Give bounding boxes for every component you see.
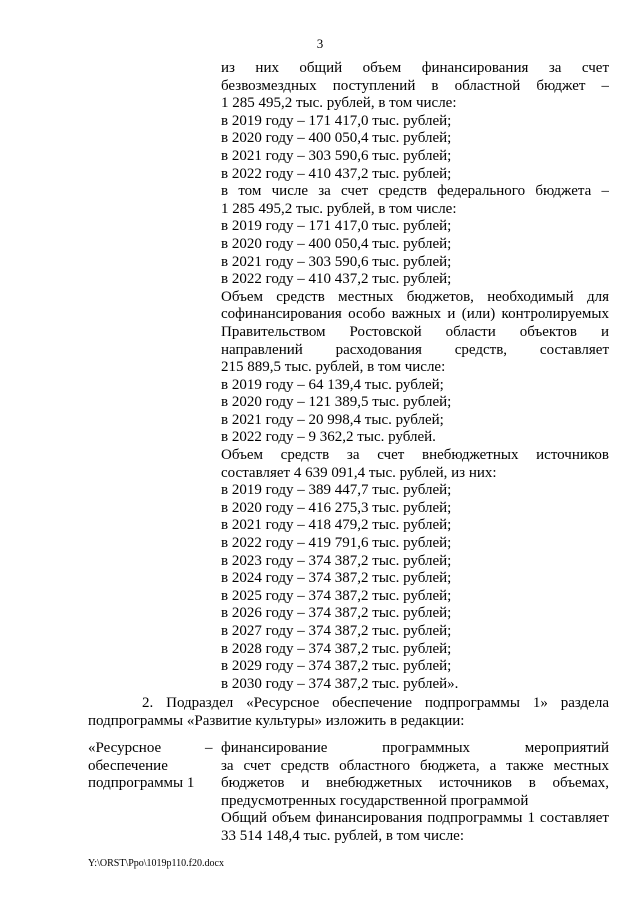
text-line: составляет 4 639 091,4 тыс. рублей, из них: bbox=[221, 464, 497, 481]
financing-block-1 bbox=[221, 60, 609, 693]
text-line: в 2027 году – 374 387,2 тыс. рублей; bbox=[221, 623, 452, 639]
text-line: подпрограммы 1 bbox=[88, 775, 195, 792]
file-path-footer: Y:\ORST\Ppo\1019p110.f20.docx bbox=[88, 858, 224, 869]
text-line: 33 514 148,4 тыс. рублей, в том числе: bbox=[221, 827, 465, 844]
text-line: в 2022 году – 410 437,2 тыс. рублей; bbox=[221, 271, 452, 288]
text-line: Объем средств местных бюджетов, необходимый для bbox=[221, 288, 609, 305]
text-line: обеспечение bbox=[88, 757, 168, 774]
text-line: в 2022 году – 9 362,2 тыс. рублей. bbox=[221, 429, 436, 446]
text-line: в 2020 году – 121 389,5 тыс. рублей; bbox=[221, 394, 452, 411]
page-number: 3 bbox=[316, 36, 324, 51]
text-line: подпрограммы «Развитие культуры» изложить в редакции: bbox=[88, 713, 465, 729]
text-line: 1 285 495,2 тыс. рублей, в том числе: bbox=[221, 200, 457, 217]
text-line: «Ресурсное bbox=[88, 740, 162, 756]
text-line: в 2021 году – 418 479,2 тыс. рублей; bbox=[221, 517, 452, 534]
text-line: в 2023 году – 374 387,2 тыс. рублей; bbox=[221, 552, 452, 569]
text-line: направлений расходования средств, составляет bbox=[221, 341, 609, 358]
text-line: в 2021 году – 303 590,6 тыс. рублей; bbox=[221, 253, 452, 270]
text-line: финансирование программных мероприятий bbox=[221, 740, 609, 756]
text-line: безвозмездных поступлений в областной бюджет – bbox=[221, 77, 609, 94]
text-line: бюджетов и внебюджетных источников в объемах, bbox=[221, 775, 609, 792]
text-line: в 2019 году – 171 417,0 тыс. рублей; bbox=[221, 218, 452, 235]
text-line: в 2019 году – 171 417,0 тыс. рублей; bbox=[221, 112, 452, 129]
text-line: в 2020 году – 416 275,3 тыс. рублей; bbox=[221, 499, 452, 516]
amendment-paragraph bbox=[88, 694, 609, 730]
text-line: в 2019 году – 64 139,4 тыс. рублей; bbox=[221, 376, 444, 393]
text-line: в 2021 году – 20 998,4 тыс. рублей; bbox=[221, 411, 444, 428]
resource-label bbox=[88, 740, 198, 793]
text-line: Объем средств за счет внебюджетных источников bbox=[221, 447, 609, 464]
text-line: в том числе за счет средств федерального бюджета – bbox=[221, 183, 609, 200]
text-line: в 2030 году – 374 387,2 тыс. рублей». bbox=[221, 675, 459, 692]
text-line: в 2020 году – 400 050,4 тыс. рублей; bbox=[221, 235, 452, 252]
text-line: в 2028 году – 374 387,2 тыс. рублей; bbox=[221, 640, 452, 657]
text-line: в 2019 году – 389 447,7 тыс. рублей; bbox=[221, 482, 452, 499]
text-line: Правительством Ростовской области объектов и bbox=[221, 323, 609, 340]
text-line: 2. Подраздел «Ресурсное обеспечение подпрограммы 1» раздела bbox=[142, 695, 609, 711]
text-line: в 2026 году – 374 387,2 тыс. рублей; bbox=[221, 605, 452, 622]
text-line: софинансирования особо важных и (или) контролируемых bbox=[221, 306, 609, 323]
separator-dash: – bbox=[205, 740, 213, 756]
text-line: в 2022 году – 419 791,6 тыс. рублей; bbox=[221, 535, 452, 552]
text-line: за счет средств областного бюджета, а также местных bbox=[221, 757, 609, 774]
text-line: в 2024 году – 374 387,2 тыс. рублей; bbox=[221, 570, 452, 587]
text-line: предусмотренных государственной программой bbox=[221, 792, 529, 809]
text-line: в 2020 году – 400 050,4 тыс. рублей; bbox=[221, 130, 452, 147]
financing-block-2 bbox=[221, 740, 609, 846]
text-line: Общий объем финансирования подпрограммы 1 составляет bbox=[221, 810, 609, 827]
text-line: из них общий объем финансирования за счет bbox=[221, 60, 609, 76]
text-line: в 2029 году – 374 387,2 тыс. рублей; bbox=[221, 658, 452, 675]
text-line: 1 285 495,2 тыс. рублей, в том числе: bbox=[221, 95, 457, 112]
text-line: 215 889,5 тыс. рублей, в том числе: bbox=[221, 359, 446, 376]
text-line: в 2025 году – 374 387,2 тыс. рублей; bbox=[221, 587, 452, 604]
text-line: в 2021 году – 303 590,6 тыс. рублей; bbox=[221, 147, 452, 164]
text-line: в 2022 году – 410 437,2 тыс. рублей; bbox=[221, 165, 452, 182]
